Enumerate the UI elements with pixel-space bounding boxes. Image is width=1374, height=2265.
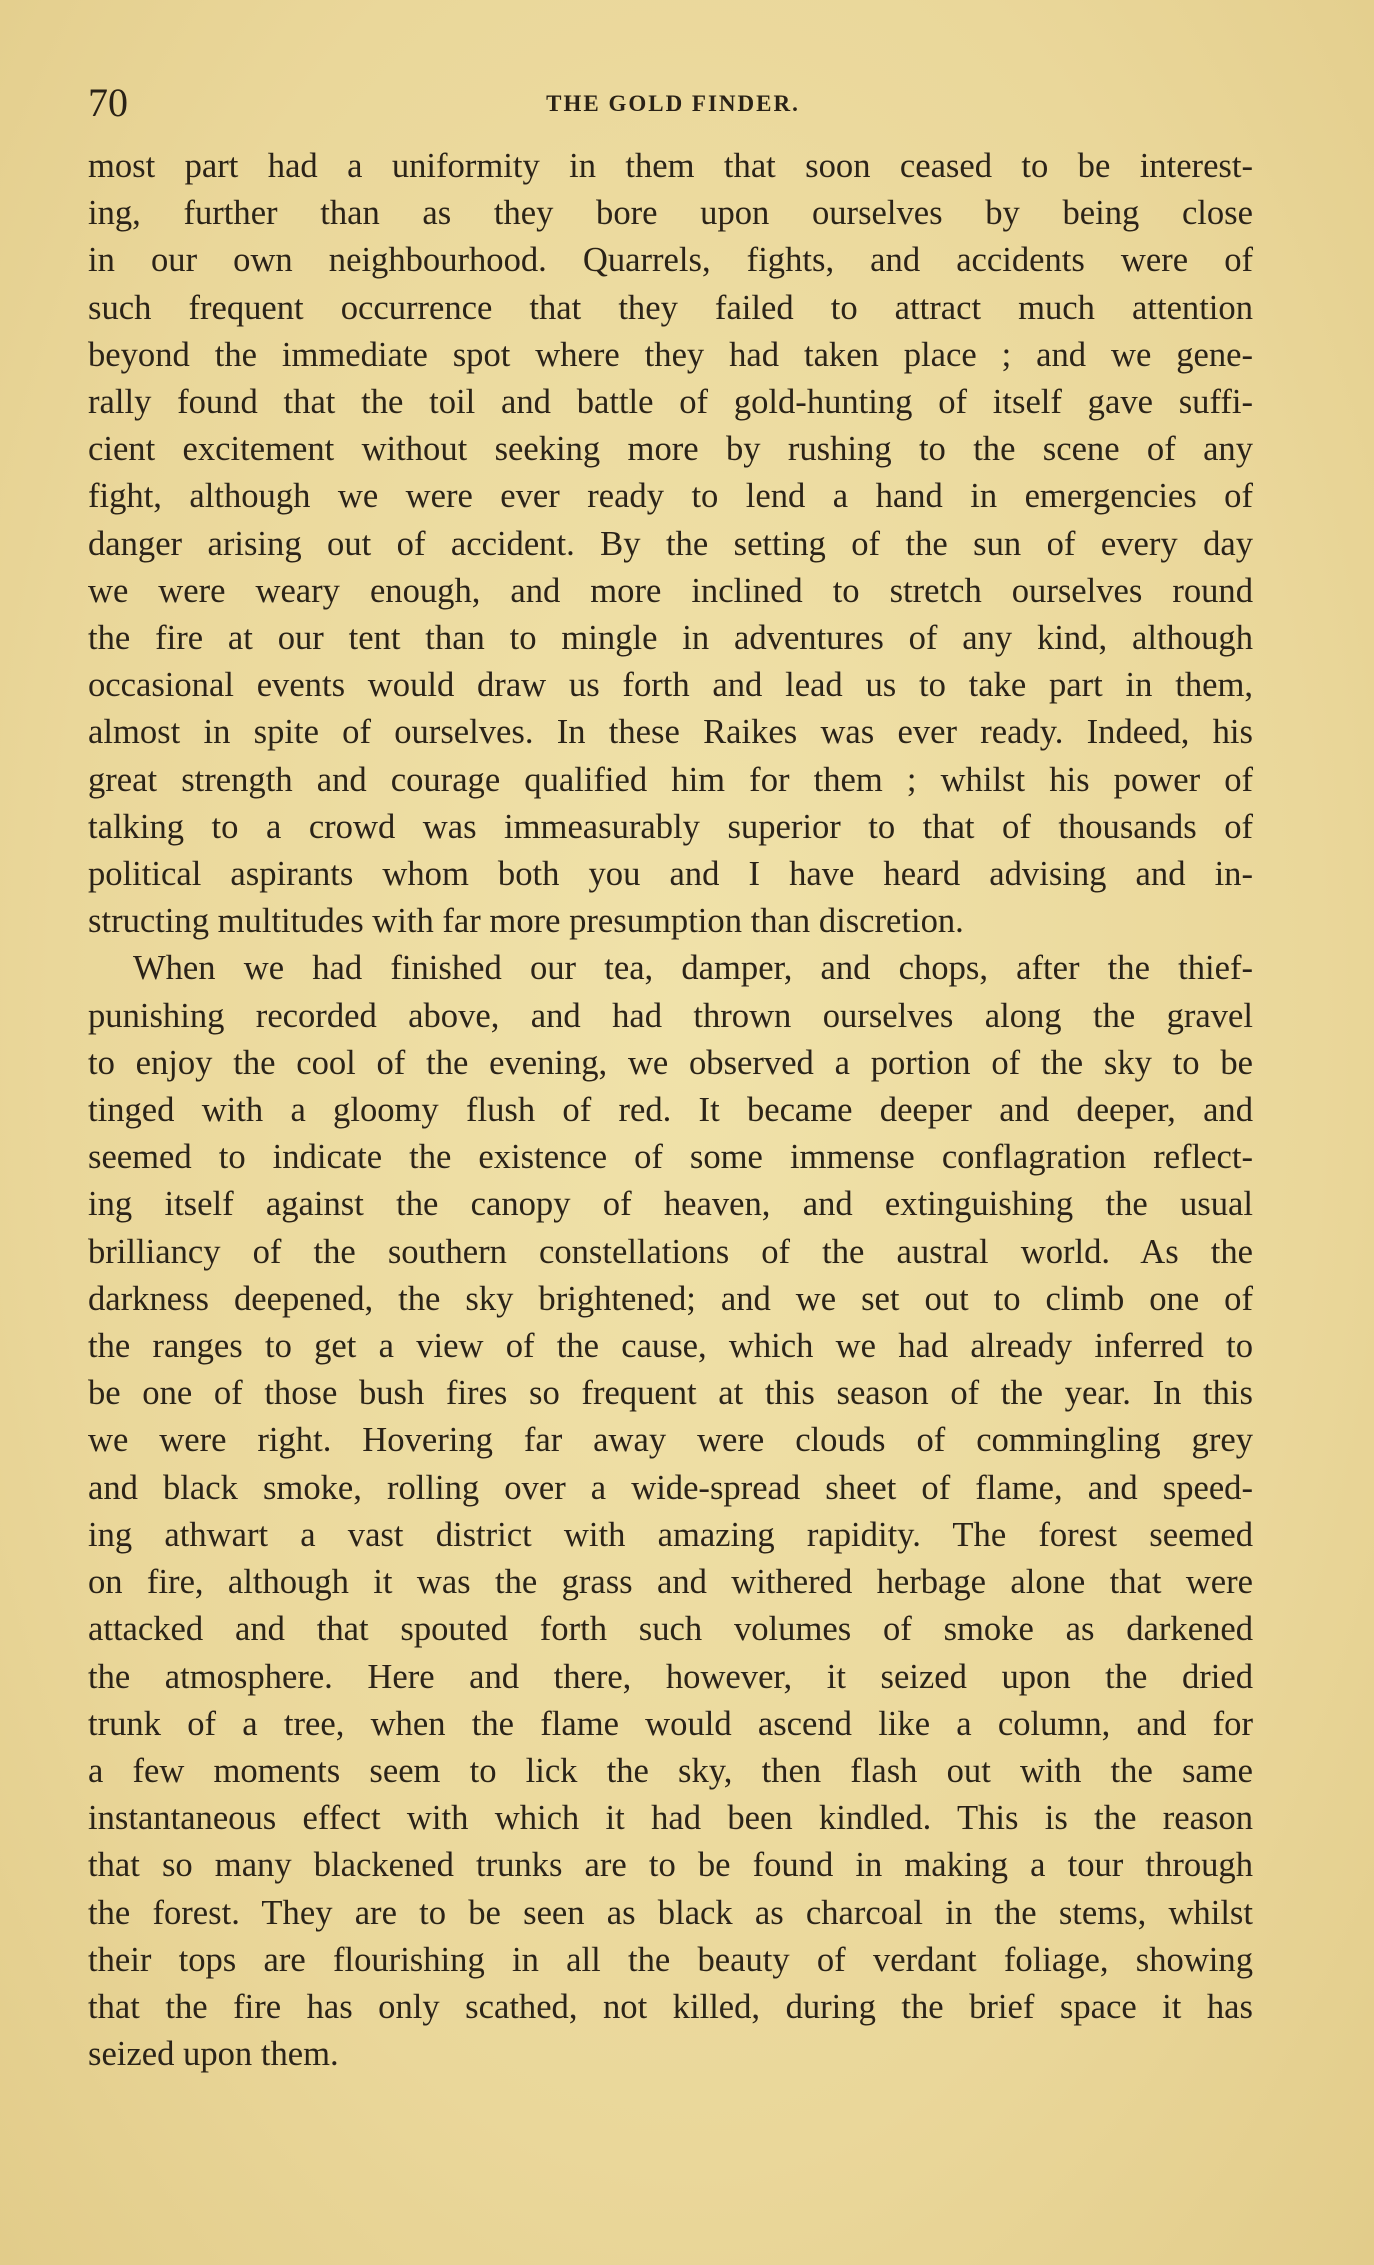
text-line: great strength and courage qualified him for them ; whilst his power of [88, 760, 1253, 799]
text-line: ing itself against the canopy of heaven, and extinguishing the usual [88, 1185, 1253, 1224]
text-line: a few moments seem to lick the sky, then flash out with the same [88, 1751, 1253, 1790]
text-line: occasional events would draw us forth and lead us to take part in them, [88, 666, 1253, 705]
text-line: rally found that the toil and battle of gold-hunting of itself gave suffi- [88, 383, 1253, 422]
text-line: attacked and that spouted forth such volumes of smoke as darkened [88, 1610, 1253, 1649]
text-line: ing, further than as they bore upon ourselves by being close [88, 194, 1253, 233]
body-text [88, 143, 1253, 2078]
text-line: on fire, although it was the grass and withered herbage alone that were [88, 1563, 1253, 1602]
text-line: their tops are flourishing in all the beauty of verdant foliage, showing [88, 1940, 1253, 1979]
text-line: such frequent occurrence that they failed to attract much attention [88, 288, 1253, 327]
text-line: beyond the immediate spot where they had taken place ; and we gene- [88, 335, 1253, 374]
text-line: talking to a crowd was immeasurably superior to that of thousands of [88, 807, 1253, 846]
text-line: the ranges to get a view of the cause, which we had already inferred to [88, 1327, 1253, 1366]
text-line: structing multitudes with far more presumption than discretion. [88, 902, 964, 941]
text-line: brilliancy of the southern constellations of the austral world. As the [88, 1232, 1253, 1271]
text-line: that so many blackened trunks are to be found in making a tour through [88, 1846, 1253, 1885]
page-header [88, 78, 1258, 128]
text-line: seemed to indicate the existence of some immense conflagration reflect- [88, 1138, 1253, 1177]
text-line: danger arising out of accident. By the setting of the sun of every day [88, 524, 1253, 563]
text-line: the forest. They are to be seen as black as charcoal in the stems, whilst [88, 1893, 1253, 1932]
page-number: 70 [88, 80, 128, 125]
text-line: seized upon them. [88, 2035, 339, 2074]
text-line: in our own neighbourhood. Quarrels, fights, and accidents were of [88, 241, 1253, 280]
text-line: and black smoke, rolling over a wide-spread sheet of flame, and speed- [88, 1468, 1253, 1507]
text-line: most part had a uniformity in them that soon ceased to be interest- [88, 147, 1253, 185]
text-line: When we had finished our tea, damper, and chops, after the thief- [133, 949, 1253, 988]
text-line: trunk of a tree, when the flame would ascend like a column, and for [88, 1704, 1253, 1743]
text-line: that the fire has only scathed, not killed, during the brief space it has [88, 1987, 1253, 2026]
text-line: instantaneous effect with which it had been kindled. This is the reason [88, 1799, 1253, 1838]
text-line: to enjoy the cool of the evening, we observed a portion of the sky to be [88, 1043, 1253, 1082]
text-line: be one of those bush fires so frequent at this season of the year. In this [88, 1374, 1253, 1413]
text-line: almost in spite of ourselves. In these Raikes was ever ready. Indeed, his [88, 713, 1253, 752]
running-head: THE GOLD FINDER. [546, 91, 800, 116]
text-line: punishing recorded above, and had thrown ourselves along the gravel [88, 996, 1253, 1035]
text-line: cient excitement without seeking more by rushing to the scene of any [88, 430, 1253, 469]
text-line: the fire at our tent than to mingle in adventures of any kind, although [88, 619, 1253, 658]
text-line: ing athwart a vast district with amazing rapidity. The forest seemed [88, 1515, 1253, 1554]
text-line: political aspirants whom both you and I have heard advising and in- [88, 855, 1253, 894]
text-line: the atmosphere. Here and there, however, it seized upon the dried [88, 1657, 1253, 1696]
text-line: darkness deepened, the sky brightened; and we set out to climb one of [88, 1279, 1253, 1318]
text-line: tinged with a gloomy flush of red. It became deeper and deeper, and [88, 1091, 1253, 1130]
text-line: we were right. Hovering far away were clouds of commingling grey [88, 1421, 1253, 1460]
text-line: fight, although we were ever ready to lend a hand in emergencies of [88, 477, 1253, 516]
text-line: we were weary enough, and more inclined to stretch ourselves round [88, 571, 1253, 610]
